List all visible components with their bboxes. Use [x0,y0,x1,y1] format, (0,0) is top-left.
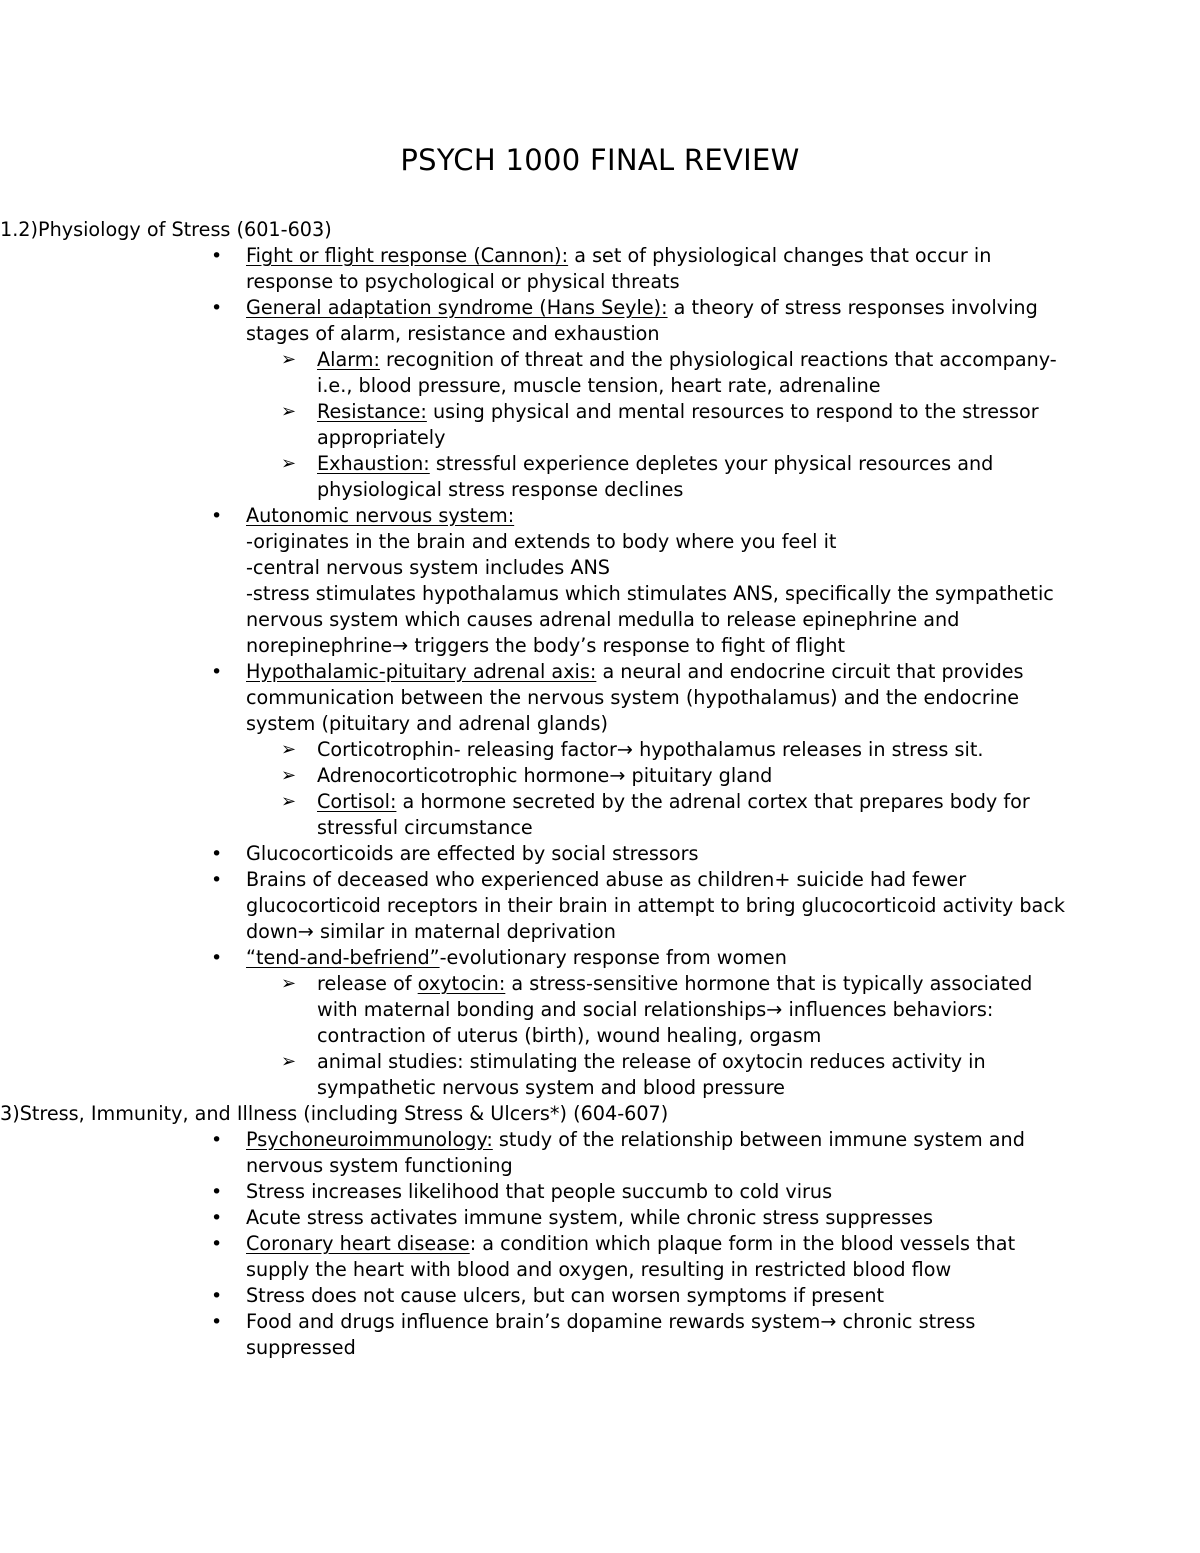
list-item-continuation [0,685,1200,711]
list-item [0,1309,1200,1335]
section-heading [0,1101,1200,1127]
list-item [0,971,1200,997]
item-text: a hormone secreted by the adrenal cortex that prepares body for [396,790,1030,813]
item-text: suppressed [246,1336,356,1359]
list-item-continuation [0,1257,1200,1283]
item-text: i.e., blood pressure, muscle tension, heart rate, adrenaline [317,374,881,397]
list-item-continuation [0,893,1200,919]
list-item [0,451,1200,477]
document-body [0,217,1200,1361]
item-text: system (pituitary and adrenal glands) [246,712,608,735]
list-item-continuation [0,373,1200,399]
list-item [0,1049,1200,1075]
list-item-continuation [0,633,1200,659]
list-item [0,1231,1200,1257]
list-item [0,1205,1200,1231]
section-title: Stress, Immunity, and Illness (including Stress & Ulcers*) (604-607) [19,1102,669,1125]
list-item [0,659,1200,685]
bullet-icon: • [211,1207,223,1229]
list-item-continuation [0,919,1200,945]
list-item-continuation [0,997,1200,1023]
item-prefix: release of [317,972,418,995]
list-item-continuation [0,1153,1200,1179]
item-text: physiological stress response declines [317,478,684,501]
item-text: a stress-sensitive hormone that is typically associated [505,972,1033,995]
item-text: stressful circumstance [317,816,533,839]
item-text: using physical and mental resources to respond to the stressor [426,400,1039,423]
term-label: Exhaustion: [317,452,430,475]
item-text: Stress does not cause ulcers, but can worsen symptoms if present [246,1284,885,1307]
item-text: response to psychological or physical threats [246,270,680,293]
list-item-continuation [0,815,1200,841]
item-text: -evolutionary response from women [439,946,787,969]
list-item-continuation [0,321,1200,347]
item-text: recognition of threat and the physiological reactions that accompany- [379,348,1057,371]
item-text: -originates in the brain and extends to body where you feel it [246,530,837,553]
page-title: PSYCH 1000 FINAL REVIEW [400,143,800,177]
list-item-continuation [0,1075,1200,1101]
term-label: “tend-and-befriend” [246,946,440,969]
bullet-icon: • [211,505,223,527]
item-text: -central nervous system includes ANS [246,556,610,579]
term-label: Fight or flight response (Cannon): [246,244,569,267]
bullet-icon: • [211,297,223,319]
term-label: General adaptation syndrome (Hans Seyle): [246,296,668,319]
item-text: a theory of stress responses involving [667,296,1038,319]
bullet-icon: • [211,661,223,683]
bullet-icon: • [211,1285,223,1307]
list-item [0,503,1200,529]
item-text: Corticotrophin- releasing factor→ hypothalamus releases in stress sit. [317,738,984,761]
term-label: Autonomic nervous system: [246,504,515,527]
item-text: a set of physiological changes that occur in [568,244,992,267]
list-item-continuation [0,607,1200,633]
section-number: 3) [0,1102,20,1125]
item-text: Acute stress activates immune system, while chronic stress suppresses [246,1206,933,1229]
item-text: study of the relationship between immune system and [492,1128,1025,1151]
list-item [0,1179,1200,1205]
list-item-continuation [0,1335,1200,1361]
bullet-icon: • [211,947,223,969]
list-item [0,841,1200,867]
item-text: Food and drugs influence brain’s dopamine rewards system→ chronic stress [246,1310,976,1333]
list-item-continuation [0,711,1200,737]
list-item [0,867,1200,893]
term-label: Alarm: [317,348,380,371]
item-text: glucocorticoid receptors in their brain in attempt to bring glucocorticoid activity back [246,894,1065,917]
term-label: oxytocin: [417,972,506,995]
list-item [0,243,1200,269]
item-text: Brains of deceased who experienced abuse as children+ suicide had fewer [246,868,967,891]
term-label: Psychoneuroimmunology: [246,1128,493,1151]
item-text: -stress stimulates hypothalamus which stimulates ANS, specifically the sympathetic [246,582,1054,605]
list-item [0,1283,1200,1309]
item-text: Glucocorticoids are effected by social stressors [246,842,699,865]
arrow-bullet-icon: ➢ [281,401,297,422]
item-text: contraction of uterus (birth), wound healing, orgasm [317,1024,822,1047]
list-item [0,1127,1200,1153]
arrow-bullet-icon: ➢ [281,739,297,760]
item-text: nervous system functioning [246,1154,513,1177]
list-item-continuation [0,425,1200,451]
bullet-icon: • [211,869,223,891]
bullet-icon: • [211,1311,223,1333]
list-item-continuation [0,529,1200,555]
item-text: nervous system which causes adrenal medulla to release epinephrine and [246,608,960,631]
bullet-icon: • [211,1129,223,1151]
item-text: animal studies: stimulating the release of oxytocin reduces activity in [317,1050,986,1073]
item-text: Stress increases likelihood that people succumb to cold virus [246,1180,833,1203]
arrow-bullet-icon: ➢ [281,765,297,786]
bullet-icon: • [211,1181,223,1203]
bullet-icon: • [211,1233,223,1255]
section-title: Physiology of Stress (601-603) [38,218,332,241]
arrow-bullet-icon: ➢ [281,453,297,474]
item-text: communication between the nervous system (hypothalamus) and the endocrine [246,686,1020,709]
arrow-bullet-icon: ➢ [281,791,297,812]
item-text: Adrenocorticotrophic hormone→ pituitary gland [317,764,773,787]
item-text: down→ similar in maternal deprivation [246,920,616,943]
item-text: : a condition which plaque form in the blood vessels that [469,1232,1016,1255]
item-text: with maternal bonding and social relationships→ influences behaviors: [317,998,994,1021]
item-text: sympathetic nervous system and blood pressure [317,1076,785,1099]
item-text: a neural and endocrine circuit that provides [596,660,1024,683]
section-heading [0,217,1200,243]
list-item-continuation [0,1023,1200,1049]
list-item [0,789,1200,815]
arrow-bullet-icon: ➢ [281,349,297,370]
list-item [0,763,1200,789]
list-item [0,347,1200,373]
arrow-bullet-icon: ➢ [281,973,297,994]
list-item-continuation [0,477,1200,503]
list-item-continuation [0,581,1200,607]
item-text: stressful experience depletes your physical resources and [429,452,994,475]
term-label: Coronary heart disease [246,1232,470,1255]
list-item [0,737,1200,763]
list-item [0,399,1200,425]
term-label: Hypothalamic-pituitary adrenal axis: [246,660,597,683]
list-item-continuation [0,269,1200,295]
item-text: stages of alarm, resistance and exhaustion [246,322,660,345]
list-item [0,295,1200,321]
bullet-icon: • [211,245,223,267]
term-label: Resistance: [317,400,427,423]
item-text: supply the heart with blood and oxygen, resulting in restricted blood flow [246,1258,952,1281]
list-item [0,945,1200,971]
section-number: 1.2) [0,218,39,241]
bullet-icon: • [211,843,223,865]
arrow-bullet-icon: ➢ [281,1051,297,1072]
term-label: Cortisol: [317,790,397,813]
item-text: appropriately [317,426,446,449]
item-text: norepinephrine→ triggers the body’s response to fight of flight [246,634,846,657]
list-item-continuation [0,555,1200,581]
